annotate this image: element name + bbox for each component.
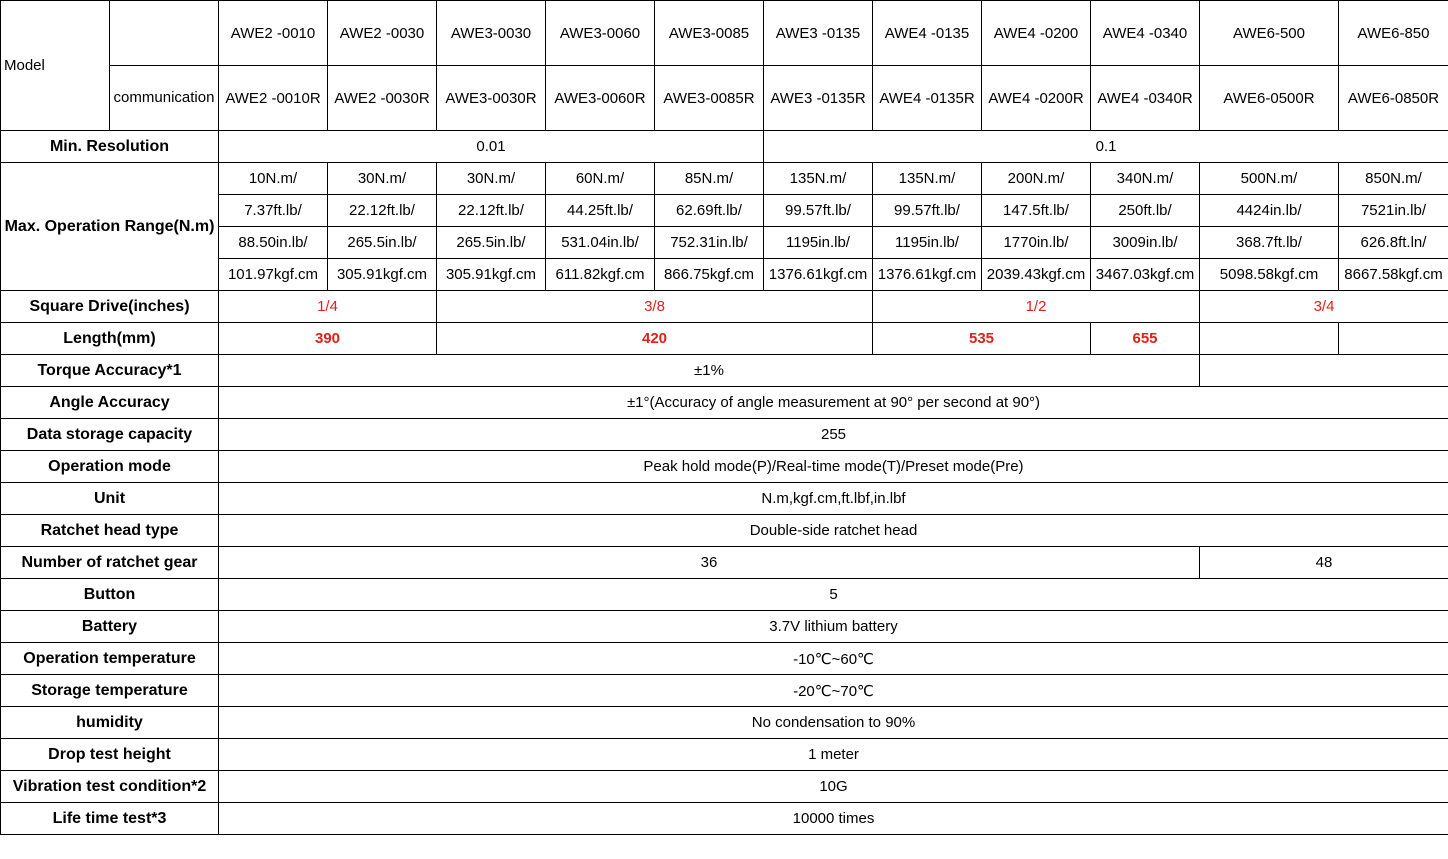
life-test-label: Life time test*3	[1, 803, 219, 835]
life-test-value: 10000 times	[219, 803, 1448, 835]
model-cell: AWE4 -0200	[982, 1, 1091, 66]
vibration-test-row	[1, 771, 1448, 803]
humidity-label: humidity	[1, 707, 219, 739]
range-cell: 101.97kgf.cm	[219, 259, 328, 291]
communication-model-cell: AWE4 -0200R	[982, 66, 1091, 131]
range-cell: 305.91kgf.cm	[328, 259, 437, 291]
angle-accuracy-row	[1, 387, 1448, 419]
square-drive-row	[1, 291, 1448, 323]
data-storage-value: 255	[219, 419, 1448, 451]
range-cell: 611.82kgf.cm	[546, 259, 655, 291]
storage-temp-value: -20℃~70℃	[219, 675, 1448, 707]
range-cell: 250ft.lb/	[1091, 195, 1200, 227]
range-cell: 22.12ft.lb/	[328, 195, 437, 227]
range-cell: 8667.58kgf.cm	[1339, 259, 1448, 291]
min-resolution-value: 0.1	[764, 131, 1448, 163]
range-cell: 531.04in.lb/	[546, 227, 655, 259]
range-cell: 60N.m/	[546, 163, 655, 195]
model-cell: AWE3-0030	[437, 1, 546, 66]
range-cell: 1770in.lb/	[982, 227, 1091, 259]
communication-model-cell: AWE3-0085R	[655, 66, 764, 131]
angle-accuracy-value: ±1°(Accuracy of angle measurement at 90° per second at 90°)	[219, 387, 1448, 419]
range-cell: 135N.m/	[873, 163, 982, 195]
model-cell: AWE4 -0135	[873, 1, 982, 66]
max-range-row	[1, 259, 1448, 291]
drop-test-label: Drop test height	[1, 739, 219, 771]
length-label: Length(mm)	[1, 323, 219, 355]
range-cell: 340N.m/	[1091, 163, 1200, 195]
battery-value: 3.7V lithium battery	[219, 611, 1448, 643]
humidity-value: No condensation to 90%	[219, 707, 1448, 739]
communication-model-cell: AWE4 -0135R	[873, 66, 982, 131]
length-value	[1339, 323, 1448, 355]
torque-accuracy-row	[1, 355, 1448, 387]
model-cell: AWE6-850	[1339, 1, 1448, 66]
communication-model-cell: AWE6-0850R	[1339, 66, 1448, 131]
unit-value: N.m,kgf.cm,ft.lbf,in.lbf	[219, 483, 1448, 515]
ratchet-gear-value: 48	[1200, 547, 1448, 579]
model-cell: AWE3-0085	[655, 1, 764, 66]
communication-label: communication	[110, 66, 219, 131]
model-label: Model	[1, 1, 110, 131]
ratchet-gear-label: Number of ratchet gear	[1, 547, 219, 579]
unit-label: Unit	[1, 483, 219, 515]
drop-test-value: 1 meter	[219, 739, 1448, 771]
ratchet-head-row	[1, 515, 1448, 547]
range-cell: 305.91kgf.cm	[437, 259, 546, 291]
data-storage-label: Data storage capacity	[1, 419, 219, 451]
range-cell: 2039.43kgf.cm	[982, 259, 1091, 291]
range-cell: 1376.61kgf.cm	[873, 259, 982, 291]
torque-accuracy-value: ±1%	[219, 355, 1200, 387]
model-cell: AWE2 -0030	[328, 1, 437, 66]
length-value: 655	[1091, 323, 1200, 355]
communication-model-cell: AWE2 -0030R	[328, 66, 437, 131]
range-cell: 1195in.lb/	[873, 227, 982, 259]
ratchet-gear-row	[1, 547, 1448, 579]
range-cell: 200N.m/	[982, 163, 1091, 195]
square-drive-value: 3/8	[437, 291, 873, 323]
model-cell: AWE2 -0010	[219, 1, 328, 66]
button-value: 5	[219, 579, 1448, 611]
range-cell: 44.25ft.lb/	[546, 195, 655, 227]
range-cell: 752.31in.lb/	[655, 227, 764, 259]
range-cell: 88.50in.lb/	[219, 227, 328, 259]
button-row	[1, 579, 1448, 611]
range-cell: 5098.58kgf.cm	[1200, 259, 1339, 291]
humidity-row	[1, 707, 1448, 739]
operation-temp-value: -10℃~60℃	[219, 643, 1448, 675]
range-cell: 1376.61kgf.cm	[764, 259, 873, 291]
range-cell: 7521in.lb/	[1339, 195, 1448, 227]
vibration-test-value: 10G	[219, 771, 1448, 803]
range-cell: 500N.m/	[1200, 163, 1339, 195]
operation-temp-label: Operation temperature	[1, 643, 219, 675]
range-cell: 99.57ft.lb/	[764, 195, 873, 227]
max-range-row	[1, 195, 1448, 227]
range-cell: 626.8ft.ln/	[1339, 227, 1448, 259]
range-cell: 135N.m/	[764, 163, 873, 195]
range-cell: 1195in.lb/	[764, 227, 873, 259]
battery-row	[1, 611, 1448, 643]
ratchet-head-value: Double-side ratchet head	[219, 515, 1448, 547]
empty-cell	[110, 1, 219, 66]
max-range-row	[1, 163, 1448, 195]
ratchet-head-label: Ratchet head type	[1, 515, 219, 547]
model-cell: AWE6-500	[1200, 1, 1339, 66]
range-cell: 30N.m/	[328, 163, 437, 195]
operation-mode-value: Peak hold mode(P)/Real-time mode(T)/Preset mode(Pre)	[219, 451, 1448, 483]
unit-row	[1, 483, 1448, 515]
range-cell: 3467.03kgf.cm	[1091, 259, 1200, 291]
length-value	[1200, 323, 1339, 355]
torque-accuracy-value	[1200, 355, 1448, 387]
length-value: 535	[873, 323, 1091, 355]
range-cell: 62.69ft.lb/	[655, 195, 764, 227]
communication-model-cell: AWE2 -0010R	[219, 66, 328, 131]
range-cell: 265.5in.lb/	[437, 227, 546, 259]
communication-model-cell: AWE4 -0340R	[1091, 66, 1200, 131]
range-cell: 4424in.lb/	[1200, 195, 1339, 227]
operation-mode-row	[1, 451, 1448, 483]
model-cell: AWE3-0060	[546, 1, 655, 66]
angle-accuracy-label: Angle Accuracy	[1, 387, 219, 419]
square-drive-value: 3/4	[1200, 291, 1448, 323]
vibration-test-label: Vibration test condition*2	[1, 771, 219, 803]
model-cell: AWE3 -0135	[764, 1, 873, 66]
length-value: 390	[219, 323, 437, 355]
model-row	[1, 1, 1448, 66]
range-cell: 99.57ft.lb/	[873, 195, 982, 227]
battery-label: Battery	[1, 611, 219, 643]
ratchet-gear-value: 36	[219, 547, 1200, 579]
communication-model-cell: AWE3-0060R	[546, 66, 655, 131]
drop-test-row	[1, 739, 1448, 771]
length-value: 420	[437, 323, 873, 355]
button-label: Button	[1, 579, 219, 611]
storage-temp-row	[1, 675, 1448, 707]
data-storage-row	[1, 419, 1448, 451]
range-cell: 147.5ft.lb/	[982, 195, 1091, 227]
torque-accuracy-label: Torque Accuracy*1	[1, 355, 219, 387]
operation-mode-label: Operation mode	[1, 451, 219, 483]
square-drive-value: 1/2	[873, 291, 1200, 323]
max-range-row	[1, 227, 1448, 259]
storage-temp-label: Storage temperature	[1, 675, 219, 707]
range-cell: 265.5in.lb/	[328, 227, 437, 259]
range-cell: 22.12ft.lb/	[437, 195, 546, 227]
min-resolution-value: 0.01	[219, 131, 764, 163]
communication-row	[1, 66, 1448, 131]
communication-model-cell: AWE3 -0135R	[764, 66, 873, 131]
range-cell: 3009in.lb/	[1091, 227, 1200, 259]
range-cell: 10N.m/	[219, 163, 328, 195]
min-resolution-row	[1, 131, 1448, 163]
operation-temp-row	[1, 643, 1448, 675]
min-resolution-label: Min. Resolution	[1, 131, 219, 163]
communication-model-cell: AWE3-0030R	[437, 66, 546, 131]
range-cell: 368.7ft.lb/	[1200, 227, 1339, 259]
range-cell: 866.75kgf.cm	[655, 259, 764, 291]
life-test-row	[1, 803, 1448, 835]
length-row	[1, 323, 1448, 355]
model-cell: AWE4 -0340	[1091, 1, 1200, 66]
square-drive-value: 1/4	[219, 291, 437, 323]
range-cell: 30N.m/	[437, 163, 546, 195]
range-cell: 7.37ft.lb/	[219, 195, 328, 227]
square-drive-label: Square Drive(inches)	[1, 291, 219, 323]
communication-model-cell: AWE6-0500R	[1200, 66, 1339, 131]
max-range-label: Max. Operation Range(N.m)	[1, 163, 219, 291]
range-cell: 85N.m/	[655, 163, 764, 195]
range-cell: 850N.m/	[1339, 163, 1448, 195]
